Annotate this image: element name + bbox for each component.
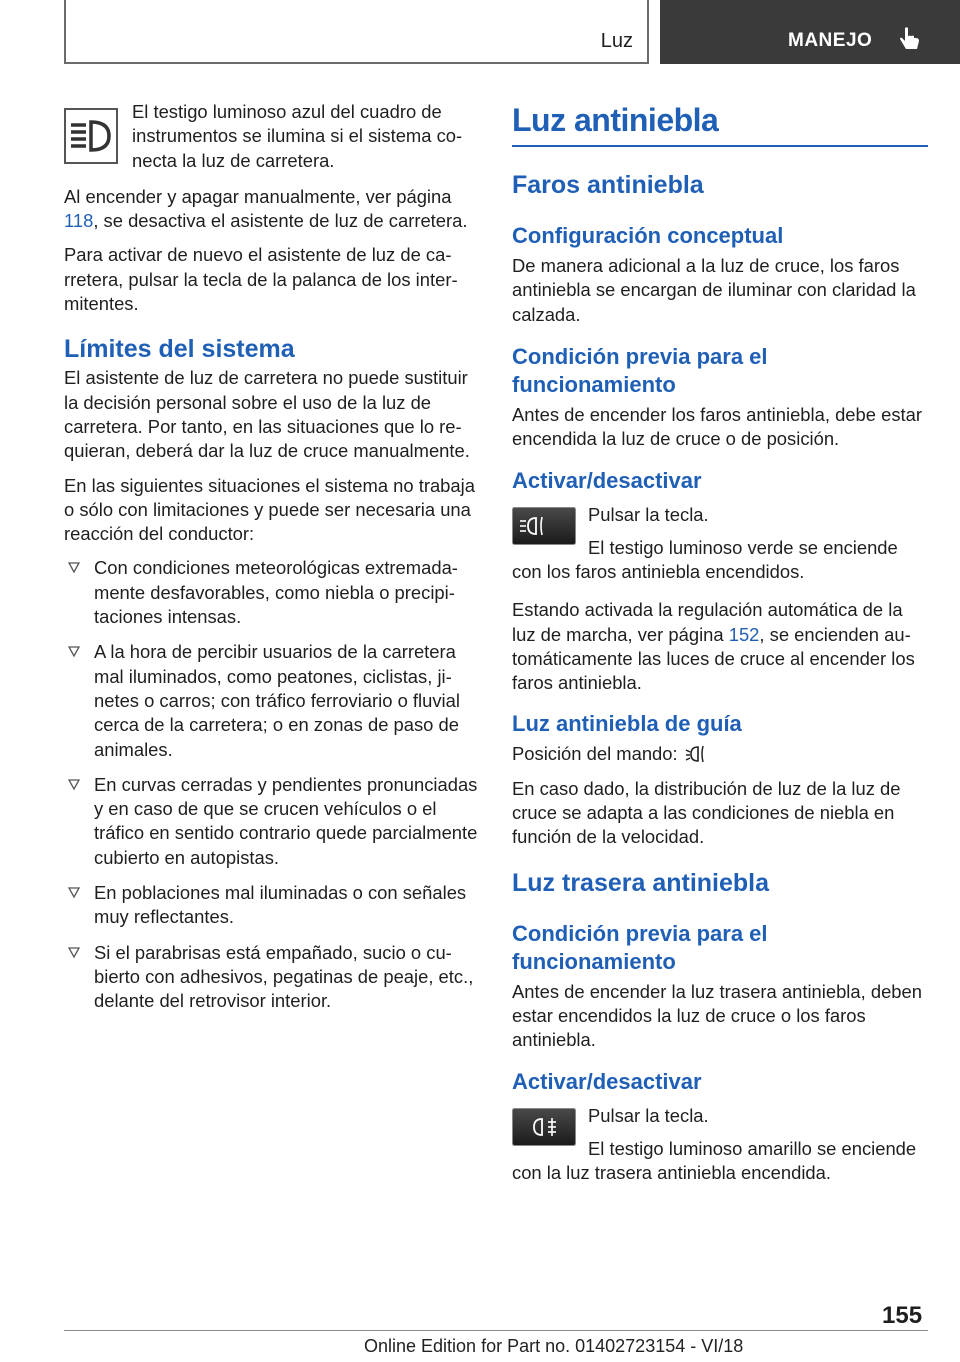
pointing-hand-icon — [898, 26, 922, 54]
fog-lights-title: Luz antiniebla — [512, 100, 928, 147]
limitations-list — [64, 556, 478, 1013]
fog-light-position-icon — [684, 743, 710, 767]
page-link-118[interactable]: 118 — [64, 210, 94, 232]
list-item-text: Con condiciones meteorológicas extremadamente desfavorables, como niebla o precipitaciones intensas. — [94, 557, 458, 628]
front-fog-key-row — [512, 503, 928, 560]
left-column — [64, 100, 478, 1025]
list-item-text: Si el parabrisas está empañado, sucio o cubierto con adhesivos, pegatinas de peaje, etc., delante del retrovisor interior. — [94, 941, 474, 1012]
system-limits-paragraph: El asistente de luz de carretera no puede sustituir la decisión personal sobre el uso de la luz de carretera. Por tanto, en las situaciones que lo requieran, deberá dar la luz de cruce manualmente. — [64, 367, 470, 462]
concept-paragraph: De manera adicional a la luz de cruce, los faros antiniebla se encargan de iluminar con claridad la calzada. — [512, 255, 916, 325]
manual-switch-paragraph — [64, 185, 478, 234]
list-item — [64, 941, 478, 1014]
header-chapter-title: MANEJO — [788, 30, 873, 51]
concept-heading: Configuración conceptual — [512, 223, 784, 248]
guide-fog-heading: Luz antiniebla de guía — [512, 710, 742, 736]
rear-press-key-text: Pulsar la tecla. — [588, 1105, 709, 1127]
list-item-text: En curvas cerradas y pendientes pronunciadas y en caso de que se crucen vehículos o el tráfico en sentido contrario quede parcialmente cubierto en autopistas. — [94, 773, 478, 868]
front-press-key-text: Pulsar la tecla. — [588, 504, 709, 526]
manual-switch-text-b: , se desactiva el asistente de luz de carretera. — [93, 210, 468, 232]
bullet-triangle-icon — [68, 945, 80, 959]
list-item-text: A la hora de percibir usuarios de la carretera mal iluminados, como peatones, ciclistas, jinetes o carros; con tráfico ferroviario o fluvial cerca de la carretera; o en zonas de paso de animales. — [94, 641, 460, 760]
header-chapter-tab — [660, 0, 960, 64]
guide-position-text: Posición del mando: — [512, 742, 678, 764]
rear-precondition-heading: Condición previa para el funcionamiento — [512, 920, 768, 974]
limitations-intro-paragraph: En las siguientes situaciones el sistema no trabaja o sólo con limitaciones y puede ser necesaria una reacción del conductor: — [64, 474, 475, 545]
page-number: 155 — [882, 1302, 923, 1329]
rear-amber-indicator-text: El testigo luminoso amarillo se enciende — [588, 1137, 917, 1159]
automatic-light-paragraph — [512, 598, 928, 695]
page-link-152[interactable]: 152 — [728, 623, 760, 645]
rear-fog-button-icon — [512, 1108, 576, 1146]
list-item — [64, 640, 478, 761]
list-item — [64, 773, 478, 870]
system-limits-heading: Límites del sistema — [64, 335, 295, 364]
right-column — [512, 100, 928, 1197]
list-item — [64, 556, 478, 629]
front-precondition-heading: Condición previa para el funcionamiento — [512, 343, 768, 397]
guide-position-line — [512, 742, 928, 767]
header-section-title: Luz — [600, 30, 633, 52]
bullet-triangle-icon — [68, 885, 80, 899]
rear-fog-key-row — [512, 1104, 928, 1161]
rear-precondition-paragraph: Antes de encender la luz trasera antiniebla, deben estar encendidos la luz de cruce o los faros antiniebla. — [512, 980, 922, 1051]
front-green-indicator-text: El testigo luminoso verde se enciende — [588, 536, 898, 558]
front-toggle-heading: Activar/desactivar — [512, 468, 702, 494]
front-fog-button-icon — [512, 507, 576, 545]
list-item-text: En poblaciones mal iluminadas o con señales muy reflectantes. — [94, 882, 467, 928]
front-precondition-paragraph: Antes de encender los faros antiniebla, debe estar encendida la luz de cruce o de posición. — [512, 403, 922, 450]
list-item — [64, 881, 478, 930]
high-beam-indicator-row — [64, 100, 478, 173]
high-beam-indicator-icon — [64, 108, 118, 164]
front-green-indicator-text-cont: con los faros antiniebla encendidos. — [512, 561, 805, 583]
high-beam-indicator-text: El testigo luminoso azul del cuadro de instrumentos se ilumina si el sistema conecta la luz de carretera. — [132, 101, 463, 171]
bullet-triangle-icon — [68, 560, 80, 574]
automatic-light-text-a: Estando activada la regulación automática de la luz de marcha, ver página — [512, 599, 903, 645]
rear-toggle-heading: Activar/desactivar — [512, 1069, 702, 1095]
guide-paragraph: En caso dado, la distribución de luz de la luz de cruce se adapta a las condiciones de niebla en función de la velocidad. — [512, 777, 901, 848]
footer-edition-text: Online Edition for Part no. 01402723154 - VI/18 — [364, 1336, 744, 1356]
footer-divider — [64, 1330, 928, 1331]
header-section-box — [64, 0, 649, 64]
bullet-triangle-icon — [68, 777, 80, 791]
bullet-triangle-icon — [68, 644, 80, 658]
rear-fog-heading: Luz trasera antiniebla — [512, 868, 770, 897]
automatic-light-text-b: , se encienden automáticamente las luces de cruce al encender los faros antiniebla. — [512, 623, 915, 694]
manual-switch-text-a: Al encender y apagar manualmente, ver página — [64, 185, 452, 207]
rear-amber-indicator-text-cont: con la luz trasera antiniebla encendida. — [512, 1162, 831, 1184]
front-fog-lights-heading: Faros antiniebla — [512, 171, 704, 199]
reactivate-paragraph: Para activar de nuevo el asistente de luz de carretera, pulsar la tecla de la palanca de los intermitentes. — [64, 244, 458, 315]
